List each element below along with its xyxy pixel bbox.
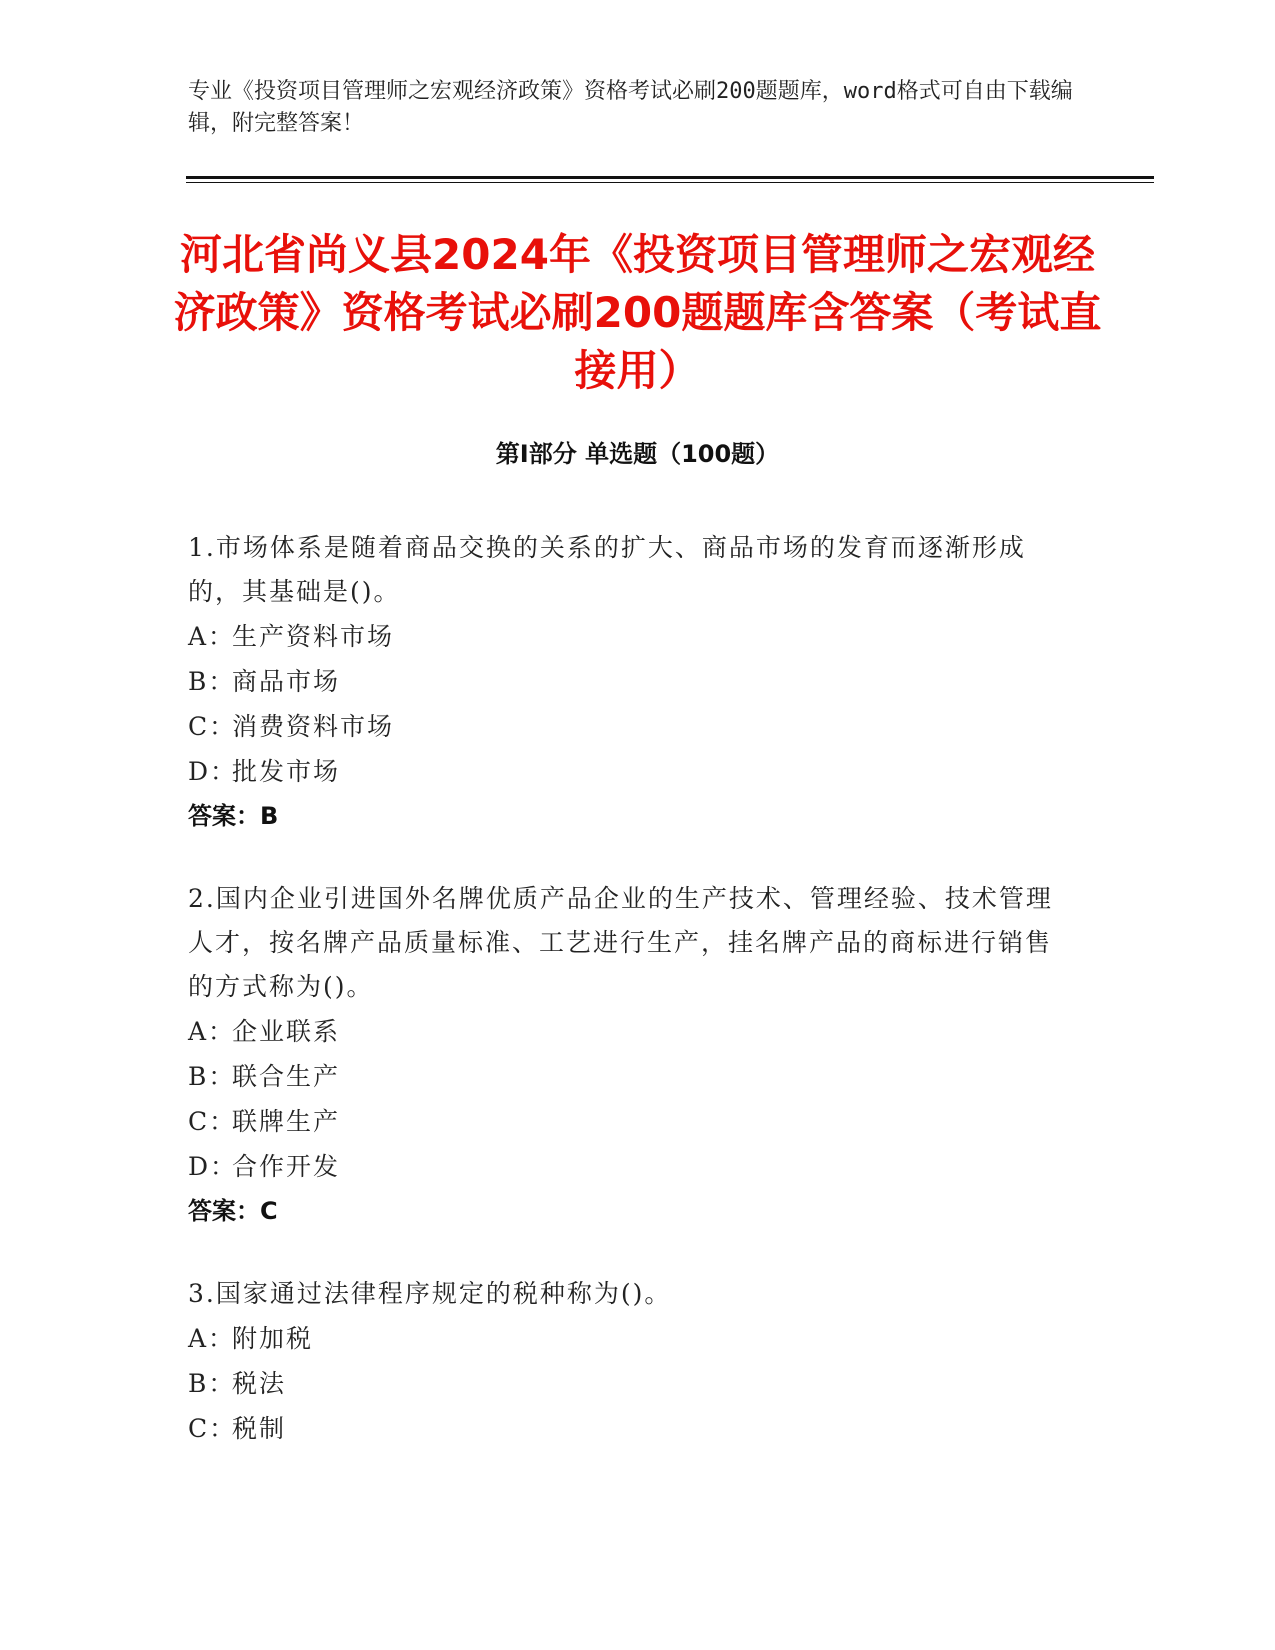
option-a [188, 614, 1068, 659]
option-text: 联合生产 [232, 1062, 341, 1091]
question-stem: 1.市场体系是随着商品交换的关系的扩大、商品市场的发育而逐渐形成的，其基础是()。 [188, 533, 1026, 606]
option-c [188, 1406, 1068, 1451]
option-b [188, 1361, 1068, 1406]
option-letter: C： [188, 1414, 237, 1443]
question-3 [188, 1272, 1068, 1451]
option-text: 商品市场 [232, 667, 341, 696]
option-letter: C： [188, 712, 237, 741]
option-text: 消费资料市场 [232, 712, 395, 741]
option-letter: A： [188, 622, 236, 651]
option-a [188, 1009, 1068, 1054]
header-note: 专业《投资项目管理师之宏观经济政策》资格考试必刷200题题库，word格式可自由下载编辑，附完整答案！ [188, 79, 1073, 136]
option-c [188, 704, 1068, 749]
question-list [188, 526, 1068, 1489]
option-b [188, 659, 1068, 704]
header-divider-thin [186, 182, 1154, 183]
option-letter: C： [188, 1107, 237, 1136]
document-title: 河北省尚义县2024年《投资项目管理师之宏观经济政策》资格考试必刷200题题库含答案（考试直接用） [173, 230, 1102, 395]
question-stem: 2.国内企业引进国外名牌优质产品企业的生产技术、管理经验、技术管理人才，按名牌产品质量标准、工艺进行生产，挂名牌产品的商标进行销售的方式称为()。 [188, 884, 1053, 1001]
answer-line: 答案：B [188, 802, 279, 830]
question-stem: 3.国家通过法律程序规定的税种称为()。 [188, 1279, 672, 1308]
option-a [188, 1316, 1068, 1361]
option-text: 企业联系 [232, 1017, 341, 1046]
option-letter: B： [188, 667, 236, 696]
option-b [188, 1054, 1068, 1099]
question-1 [188, 526, 1068, 839]
option-letter: B： [188, 1369, 236, 1398]
option-text: 合作开发 [232, 1152, 341, 1181]
option-letter: A： [188, 1017, 236, 1046]
option-text: 税法 [232, 1369, 287, 1398]
section-title: 第Ⅰ部分 单选题（100题） [495, 440, 780, 468]
option-letter: D： [188, 757, 238, 786]
option-letter: D： [188, 1152, 238, 1181]
option-letter: B： [188, 1062, 236, 1091]
option-text: 生产资料市场 [232, 622, 395, 651]
answer-line: 答案：C [188, 1197, 278, 1225]
option-text: 批发市场 [232, 757, 341, 786]
option-c [188, 1099, 1068, 1144]
option-d [188, 1144, 1068, 1189]
option-text: 联牌生产 [232, 1107, 341, 1136]
header-divider-thick [186, 176, 1154, 179]
option-d [188, 749, 1068, 794]
option-letter: A： [188, 1324, 236, 1353]
option-text: 税制 [232, 1414, 287, 1443]
option-text: 附加税 [232, 1324, 314, 1353]
question-2 [188, 877, 1068, 1234]
